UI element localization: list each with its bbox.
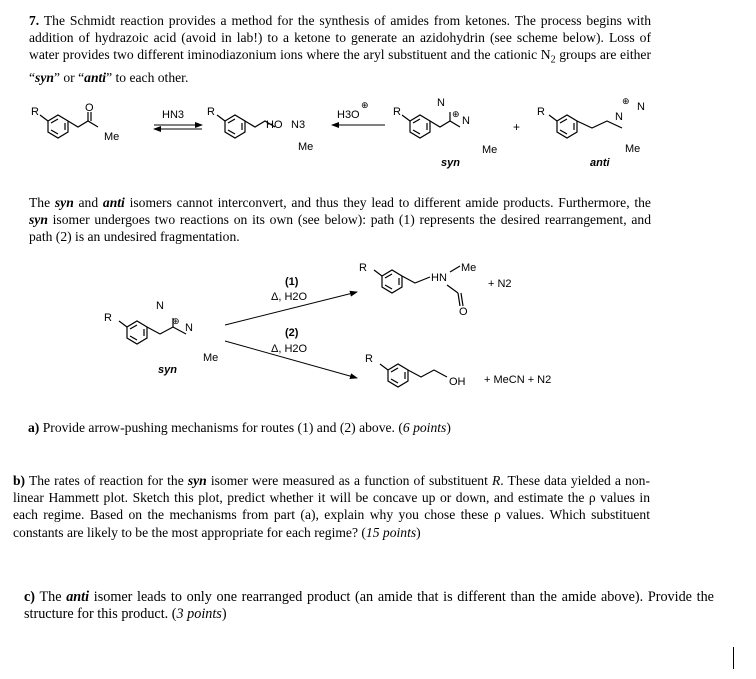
charge-plus: ⊕	[361, 100, 369, 110]
path-2-conditions: Δ, H2O	[271, 343, 308, 355]
syn-reactant-r: R	[104, 312, 112, 324]
path-1-label: (1)	[285, 276, 299, 288]
reagent-hn3: HN3	[162, 109, 185, 121]
amide-me: Me	[461, 262, 477, 274]
ketone-r: R	[31, 106, 39, 118]
alcohol-r: R	[365, 353, 373, 365]
question-number: 7.	[29, 13, 40, 28]
amide-side-products: + N2	[488, 278, 512, 290]
ketone-structure	[40, 112, 98, 138]
syn-reactant-label: syn	[158, 364, 177, 376]
anti-ion-structure	[549, 115, 622, 138]
azidohydrin-r: R	[207, 106, 215, 118]
question-7-intro: 7. The Schmidt reaction provides a method for the synthesis of amides from ketones. The process begins with addition of hydrazoic acid (avoid in lab!) to a ketone to generate an azidohydrin (see scheme below). Loss of water provides two different iminodiazonium ions where the aryl substituent and the cationic $N_2$ groups are either “syn” or “anti” to each other.	[29, 13, 651, 86]
alcohol-oh: OH	[449, 376, 466, 388]
svg-text:⊕: ⊕	[172, 316, 180, 326]
syn-reactant-n2: N	[185, 322, 193, 334]
syn-anti-paragraph: The syn and anti isomers cannot interconvert, and thus they lead to different amide products. Furthermore, the syn isomer undergoes two reactions on its own (see below): path (1) represents the desired rearrangement, and path (2) is an undesired fragmentation.	[29, 195, 651, 245]
alcohol-product-structure	[380, 364, 447, 387]
ketone-o: O	[85, 102, 94, 114]
svg-text:⊕: ⊕	[452, 109, 460, 119]
azidohydrin-n3: N3	[291, 119, 306, 131]
anti-r: R	[537, 106, 545, 118]
anti-n1: N	[615, 111, 623, 123]
syn-r: R	[393, 106, 401, 118]
question-c: c) The anti isomer leads to only one rearranged product (an amide that is different than the amide above). Provide the structure for this product. (3 points)	[24, 589, 714, 623]
reagent-h3o: H3O	[337, 109, 360, 121]
syn-me: Me	[482, 144, 498, 156]
ketone-me: Me	[104, 131, 120, 143]
syn-n1: N	[437, 97, 445, 109]
amide-product-structure	[374, 266, 463, 306]
path-2-label: (2)	[285, 327, 299, 339]
amide-o: O	[459, 306, 468, 318]
question-a: a) Provide arrow-pushing mechanisms for routes (1) and (2) above. (6 points)	[28, 420, 451, 435]
plus-sign: +	[513, 120, 521, 134]
anti-label: anti	[590, 157, 610, 169]
margin-mark	[733, 647, 734, 669]
syn-label: syn	[441, 157, 460, 169]
svg-text:⊕: ⊕	[622, 96, 630, 106]
alcohol-side-products: + MeCN + N2	[484, 374, 552, 386]
azidohydrin-me: Me	[298, 141, 314, 153]
syn-reactant-me: Me	[203, 352, 219, 364]
path-1-conditions: Δ, H2O	[271, 291, 308, 303]
question-b: b) The rates of reaction for the syn isomer were measured as a function of substituent R. These data yielded a non-linear Hammett plot. Sketch this plot, predict whether it will be concave up or down, and estimate the ρ values in each regime. Based on the mechanisms from part (a), explain why you chose these ρ values. Which substituent constants are likely to be the most appropriate for each regime? (15 points)	[13, 473, 650, 540]
syn-reactant-n1: N	[156, 300, 164, 312]
anti-n2: N	[637, 101, 645, 113]
amide-r: R	[359, 262, 367, 274]
amide-hn: HN	[431, 272, 447, 284]
syn-n2: N	[462, 115, 470, 127]
anti-me: Me	[625, 143, 641, 155]
azidohydrin-ho: HO	[266, 119, 283, 131]
